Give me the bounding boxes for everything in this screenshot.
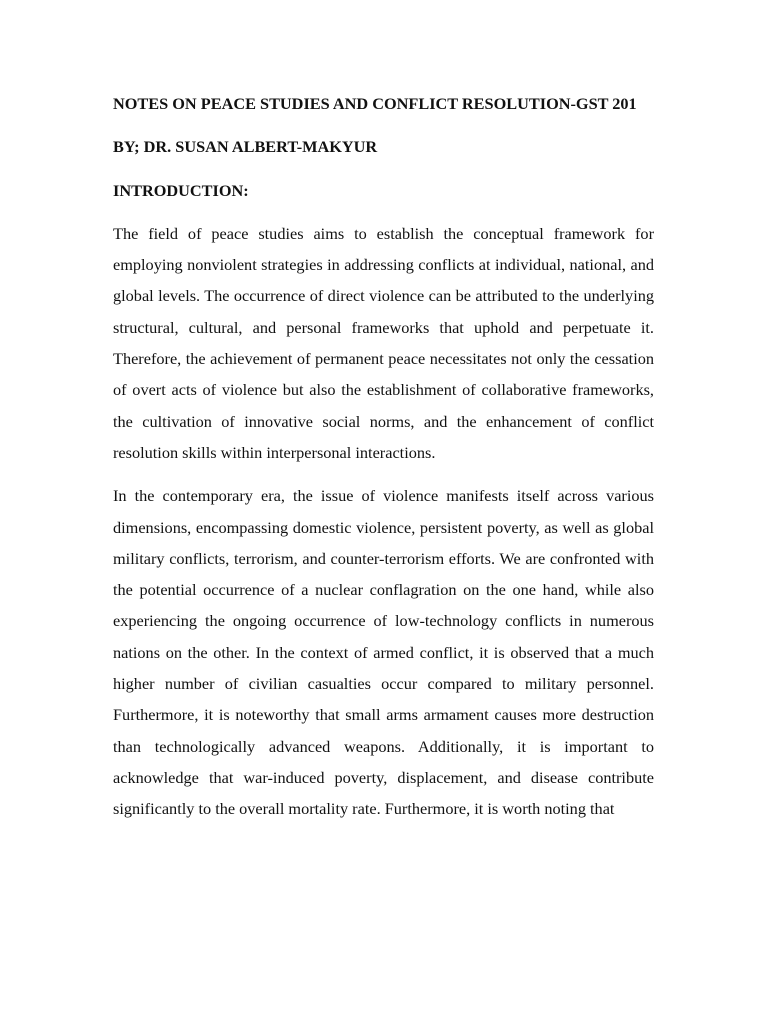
paragraph-2: In the contemporary era, the issue of violence manifests itself across various dimensions, encompassing domestic violence, persistent poverty, as well as global military conflicts, terrorism, and counter-terrorism efforts. We are confronted with the potential occurrence of a nuclear conflagration on the one hand, while also experiencing the ongoing occurrence of low-technology conflicts in numerous nations on the other. In the context of armed conflict, it is observed that a much higher number of civilian casualties occur compared to military personnel. Furthermore, it is noteworthy that small arms armament causes more destruction than technologically advanced weapons. Additionally, it is important to acknowledge that war-induced poverty, displacement, and disease contribute significantly to the overall mortality rate. Furthermore, it is worth noting that [113, 486, 654, 819]
paragraph-1: The field of peace studies aims to establish the conceptual framework for employing nonviolent strategies in addressing conflicts at individual, national, and global levels. The occurrence of direct violence can be attributed to the underlying structural, cultural, and personal frameworks that uphold and perpetuate it. Therefore, the achievement of permanent peace necessitates not only the cessation of overt acts of violence but also the establishment of collaborative frameworks, the cultivation of innovative social norms, and the enhancement of conflict resolution skills within interpersonal interactions. [113, 223, 654, 462]
section-heading-introduction: INTRODUCTION: [113, 180, 249, 200]
document-title: NOTES ON PEACE STUDIES AND CONFLICT RESOLUTION-GST 201 [113, 94, 637, 113]
document-author: BY; DR. SUSAN ALBERT-MAKYUR [113, 137, 378, 157]
document-body [113, 88, 654, 837]
